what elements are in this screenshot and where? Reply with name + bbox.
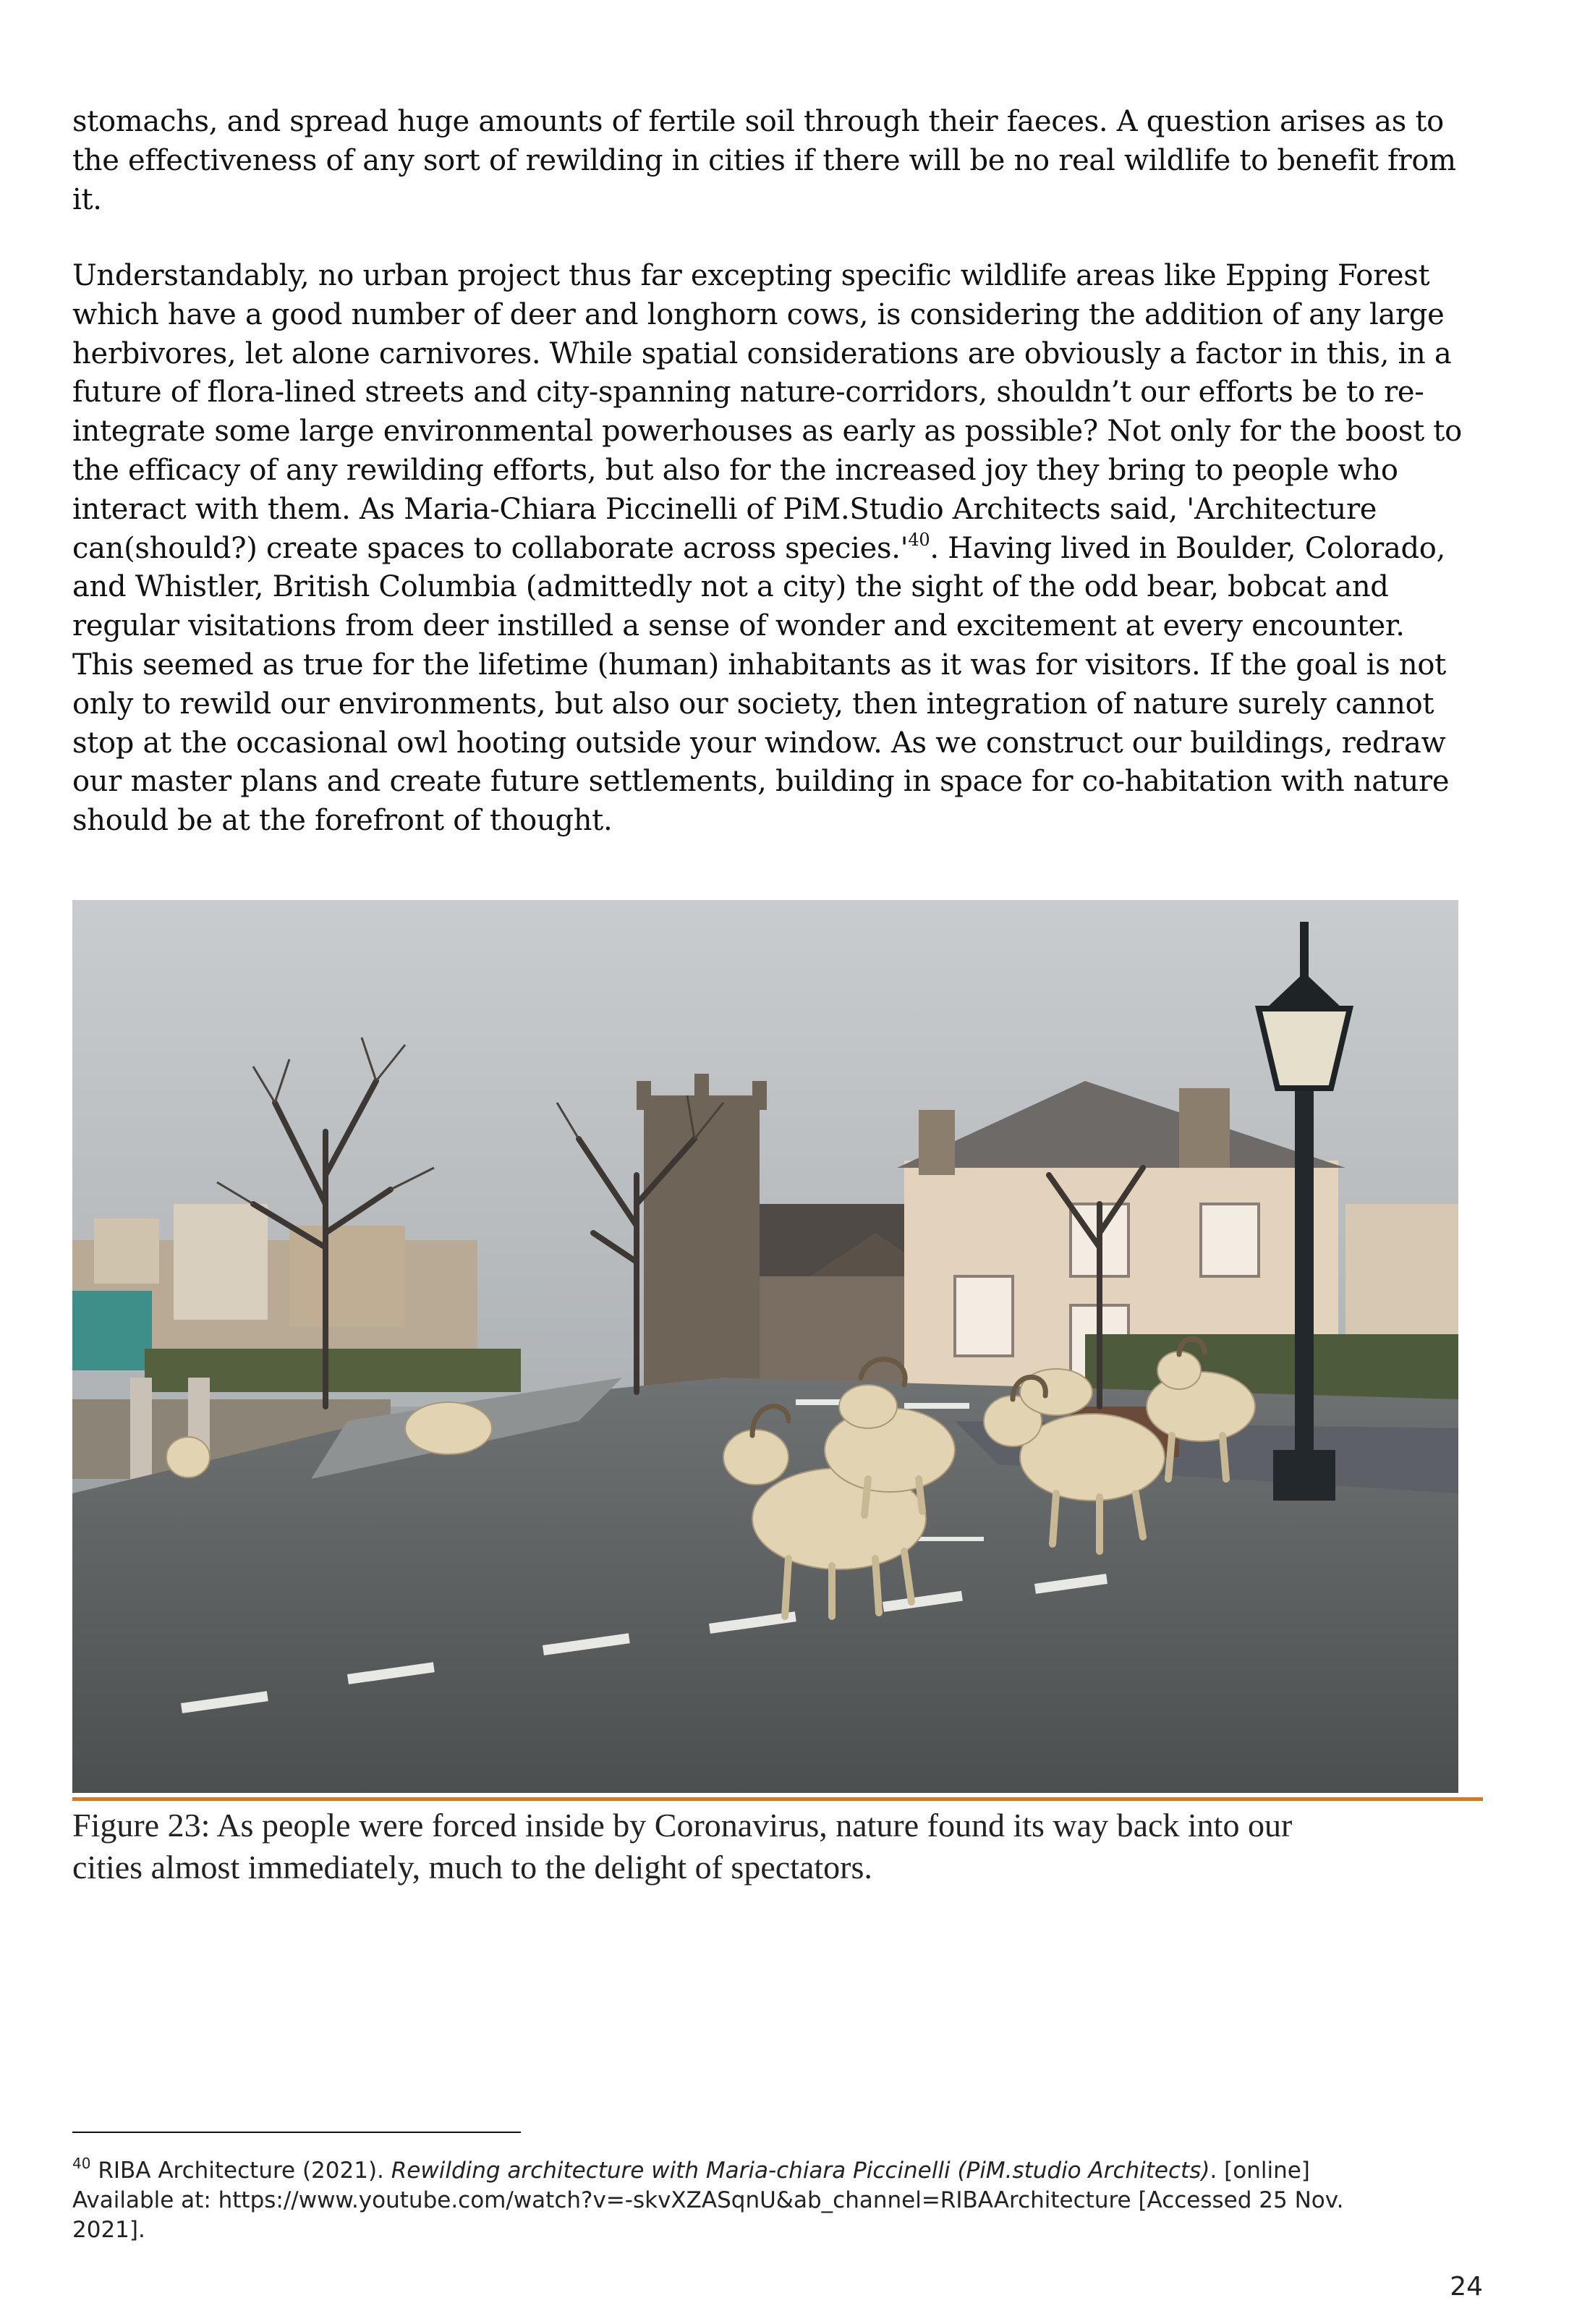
- text-line: the efficacy of any rewilding efforts, but also for the increased joy they bring to people who: [72, 453, 1398, 487]
- text-line: our master plans and create future settlements, building in space for co-habitation with nature: [72, 765, 1450, 799]
- footnote-line: 2021].: [72, 2217, 145, 2243]
- text-line: stop at the occasional owl hooting outside your window. As we construct our buildings, redraw: [72, 726, 1446, 760]
- page-number: 24: [1450, 2272, 1483, 2302]
- text-line: the effectiveness of any sort of rewilding in cities if there will be no real wildlife to benefit from: [72, 143, 1456, 177]
- text-line: stomachs, and spread huge amounts of fertile soil through their faeces. A question arises as to: [72, 105, 1444, 138]
- figure-caption: [72, 1805, 1490, 1888]
- figure-accent-rule: [72, 1797, 1483, 1801]
- text-line: and Whistler, British Columbia (admittedly not a city) the sight of the odd bear, bobcat and: [72, 570, 1389, 604]
- text-line: future of flora-lined streets and city-spanning nature-corridors, shouldn’t our efforts be to re-: [72, 376, 1424, 410]
- text-line: Understandably, no urban project thus far excepting specific wildlife areas like Epping Forest: [72, 259, 1430, 292]
- footnote-author: RIBA Architecture (2021).: [98, 2158, 384, 2184]
- text-line: should be at the forefront of thought.: [72, 804, 613, 838]
- text-line: only to rewild our environments, but also our society, then integration of nature surely cannot: [72, 687, 1434, 721]
- footnote-line: [72, 2156, 1490, 2186]
- text-line: integrate some large environmental powerhouses as early as possible? Not only for the boost to: [72, 415, 1462, 449]
- text-line: it.: [72, 182, 102, 216]
- footnote-title: Rewilding architecture with Maria-chiara Piccinelli (PiM.studio Architects): [391, 2158, 1210, 2184]
- quote-end-text: can(should?) create spaces to collaborate across species.': [72, 531, 909, 565]
- footnote-online: . [online]: [1209, 2158, 1310, 2184]
- caption-line: Figure 23: As people were forced inside by Coronavirus, nature found its way back into our: [72, 1807, 1293, 1844]
- footnote-marker: 40: [72, 2154, 91, 2172]
- caption-line: cities almost immediately, much to the delight of spectators.: [72, 1849, 872, 1886]
- street-scene-illustration: [72, 900, 1458, 1793]
- text-line: This seemed as true for the lifetime (human) inhabitants as it was for visitors. If the goal is not: [72, 648, 1446, 682]
- text-line: regular visitations from deer instilled a sense of wonder and excitement at every encounter.: [72, 609, 1405, 643]
- footnote-40: [72, 2156, 1490, 2245]
- footnote-separator: [72, 2132, 521, 2133]
- paragraph-1: [72, 103, 1490, 219]
- text-line: herbivores, let alone carnivores. While spatial considerations are obviously a factor in this, in a: [72, 336, 1452, 370]
- figure-photo-goats-in-street: [72, 900, 1458, 1793]
- text-line-with-reference: [72, 530, 1490, 569]
- text-line: interact with them. As Maria-Chiara Piccinelli of PiM.Studio Architects said, 'Architecture: [72, 492, 1377, 526]
- footnote-reference[interactable]: 40: [908, 530, 930, 551]
- paragraph-2: [72, 257, 1490, 841]
- text-line: which have a good number of deer and longhorn cows, is considering the addition of any large: [72, 297, 1445, 331]
- footnote-url-line[interactable]: Available at: https://www.youtube.com/watch?v=-skvXZASqnU&ab_channel=RIBAArchitecture [Accessed 25 Nov.: [72, 2187, 1344, 2213]
- text-continuation: . Having lived in Boulder, Colorado,: [930, 531, 1445, 565]
